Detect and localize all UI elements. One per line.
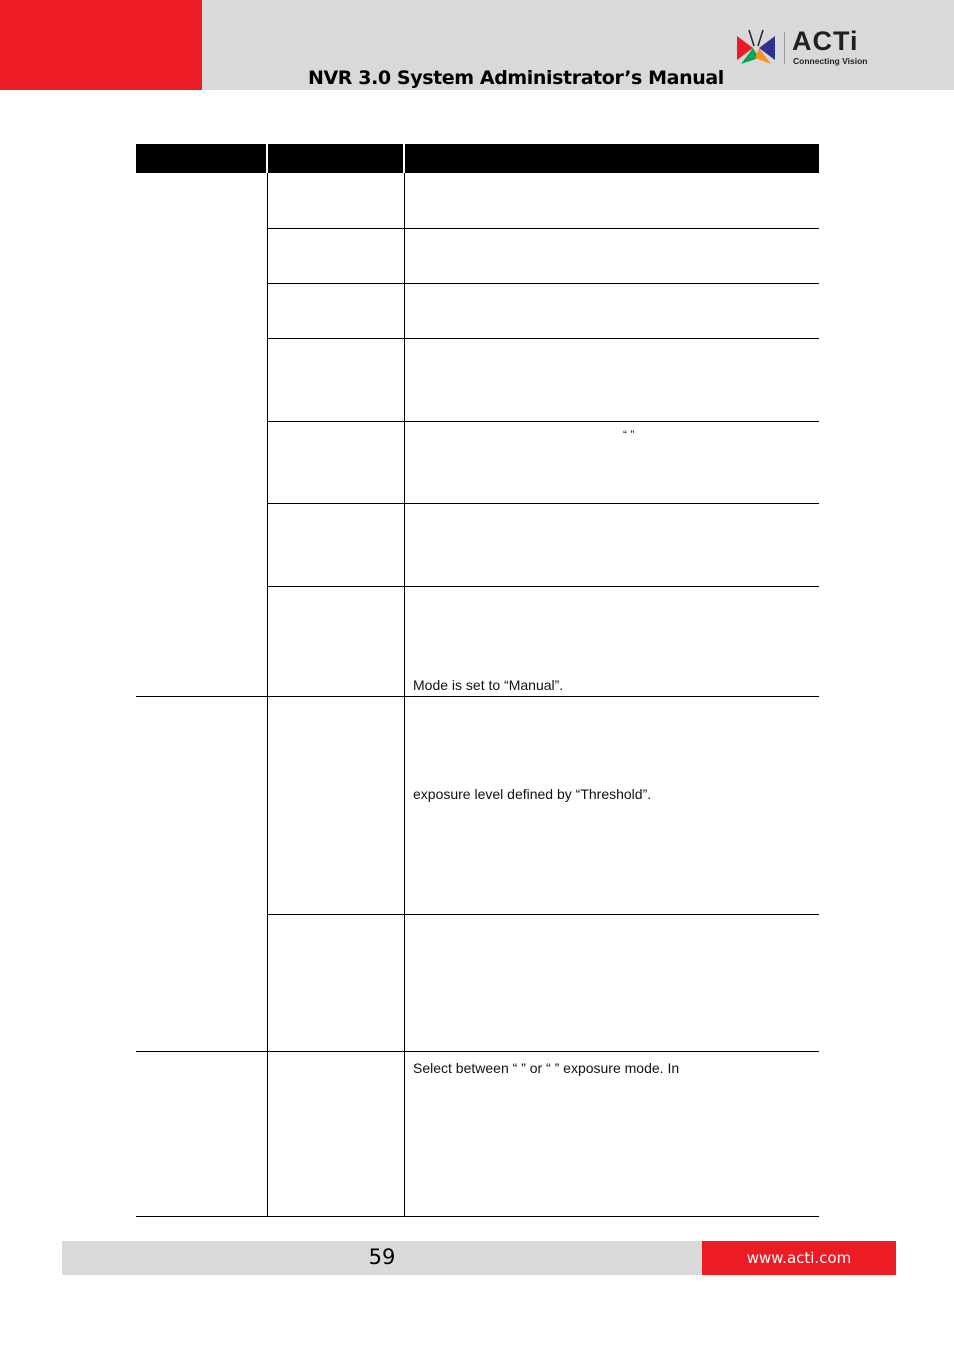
table-col-divider-2 [404,173,405,1216]
acti-logo [733,28,873,70]
header-red-band [0,0,202,90]
manual-mode-note: Mode is set to “Manual”. [413,677,564,693]
table-row-divider [268,421,819,422]
table-row-divider [268,228,819,229]
table-col-divider-1 [267,173,268,1216]
logo-tagline: Connecting Vision [793,56,868,66]
logo-divider [784,32,785,64]
table-header-col-1 [136,144,266,173]
website-link[interactable]: www.acti.com [746,1249,852,1267]
table-row-divider [268,914,819,915]
butterfly-logo-icon [733,28,779,68]
table-header-col-3 [405,144,819,173]
logo-wordmark: ACTi [792,26,859,56]
table-group-divider [136,696,819,697]
manual-title: NVR 3.0 System Administrator’s Manual [308,67,724,89]
table-row-divider [268,503,819,504]
exposure-mode-description: Select between “ ” or “ ” exposure mode. In [413,1060,680,1076]
page-number: 59 [368,1245,396,1269]
threshold-note: exposure level defined by “Threshold”. [413,786,652,802]
footer-gray-band [62,1241,702,1275]
table-row-divider [268,586,819,587]
table-row-divider [268,283,819,284]
footer-red-band [702,1241,896,1275]
table-row-divider [268,338,819,339]
table-bottom-border [136,1216,819,1217]
quote-marks-fragment: “ ” [623,428,635,442]
table-group-divider [136,1051,819,1052]
table-header-col-2 [268,144,403,173]
